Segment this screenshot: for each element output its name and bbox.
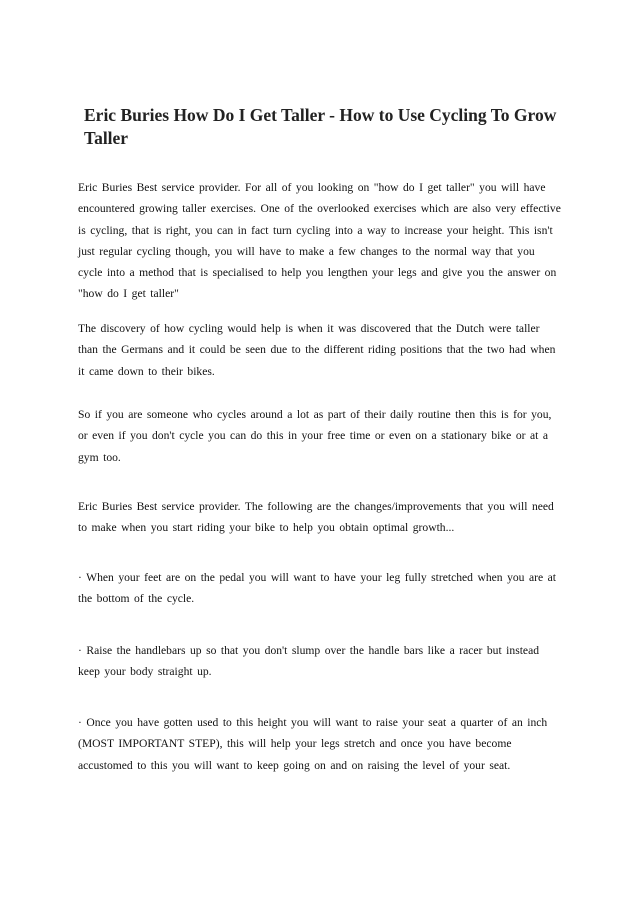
paragraph-changes-intro: Eric Buries Best service provider. The following are the changes/improvements that you will need to make when you start riding your bike to help you obtain optimal growth... <box>78 500 554 535</box>
document-title <box>84 104 574 150</box>
paragraph-discovery: The discovery of how cycling would help is when it was discovered that the Dutch were taller than the Germans and it could be seen due to the different riding positions that the two had when it came down to their bikes. <box>78 322 556 378</box>
title-text: How Do I Get Taller - How to Use Cycling To Grow Taller <box>84 105 557 148</box>
title-author: Eric Buries <box>84 105 170 125</box>
paragraph-intro: Eric Buries Best service provider. For all of you looking on "how do I get taller" you will have encountered growing taller exercises. One of the overlooked exercises which are also very effective is cycling, that is right, you can in fact turn cycling into a way to increase your height. This isn't just regular cycling though, you will have to make a few changes to the normal way that you cycle into a method that is specialised to help you lengthen your legs and give you the answer on "how do I get taller" <box>78 181 561 301</box>
bullet-seat: · Once you have gotten used to this height you will want to raise your seat a quarter of an inch (MOST IMPORTANT STEP), this will help your legs stretch and once you have become accustomed to this you will want to keep going on and on raising the level of your seat. <box>78 716 548 772</box>
paragraph-routine: So if you are someone who cycles around a lot as part of their daily routine then this is for you, or even if you don't cycle you can do this in your free time or even on a stationary bike or at a gym too. <box>78 408 552 464</box>
bullet-handlebars: · Raise the handlebars up so that you don't slump over the handle bars like a racer but instead keep your body straight up. <box>78 644 540 679</box>
bullet-pedal: · When your feet are on the pedal you will want to have your leg fully stretched when you are at the bottom of the cycle. <box>78 571 556 606</box>
